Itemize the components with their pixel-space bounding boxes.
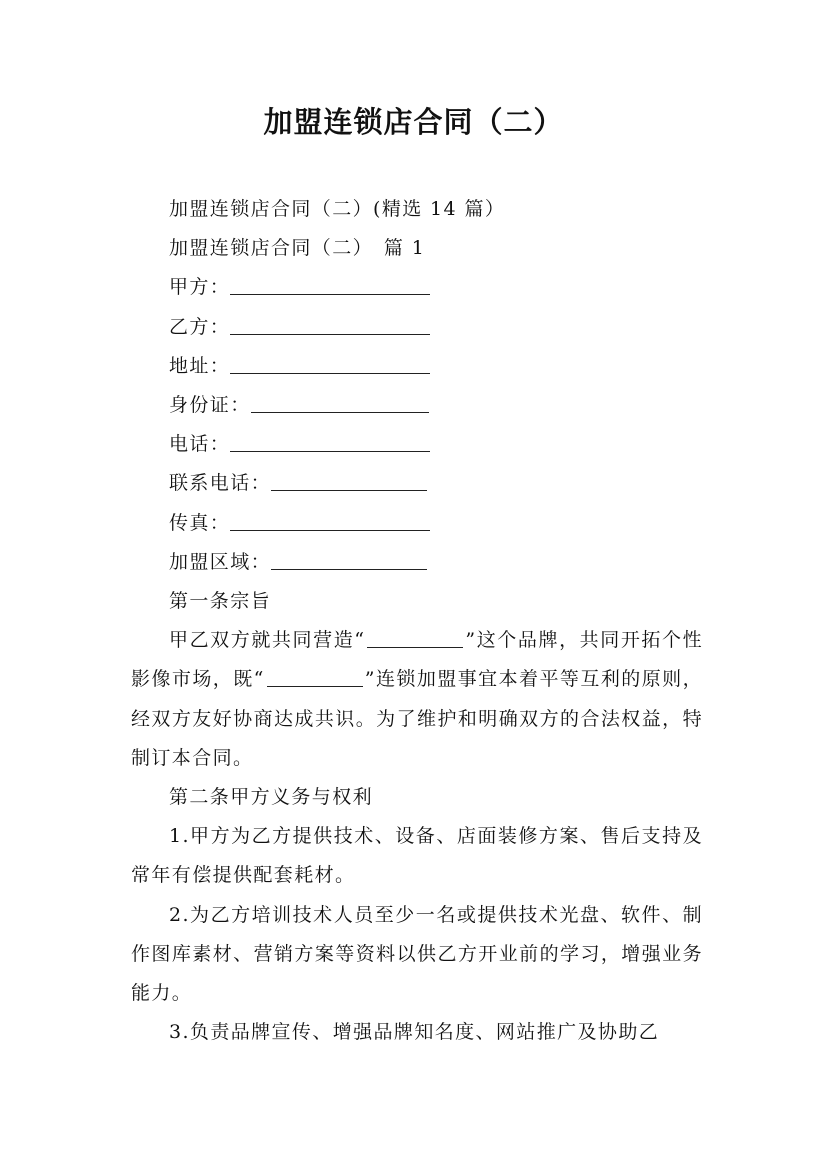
address-field (131, 347, 703, 386)
blank-line (271, 547, 427, 570)
blank-line (230, 351, 430, 374)
article-2-title: 第二条甲方义务与权利 (169, 786, 374, 809)
document-body (131, 190, 703, 1052)
field-label: 加盟区域： (169, 550, 272, 573)
blank-line (251, 390, 429, 413)
field-label: 电话： (169, 433, 231, 456)
field-label: 乙方： (169, 315, 231, 338)
document-subtitle: 加盟连锁店合同（二）(精选 14 篇） (169, 198, 506, 220)
document-title: 加盟连锁店合同（二） (263, 105, 564, 139)
phone-field (131, 425, 703, 464)
field-label: 身份证： (169, 394, 251, 417)
section-heading: 加盟连锁店合同（二） 篇 1 (169, 237, 426, 260)
brand-blank-2 (267, 668, 363, 687)
blank-line (230, 312, 430, 335)
contact-phone-field (131, 464, 703, 503)
clause-3: 3.负责品牌宣传、增强品牌知名度、网站推广及协助乙 (169, 1021, 660, 1044)
blank-line (230, 429, 430, 452)
blank-line (230, 508, 430, 531)
article-1-part-1: 甲乙双方就共同营造“ (169, 629, 366, 652)
franchise-region-field (131, 543, 703, 582)
blank-line (230, 272, 430, 295)
brand-blank (367, 629, 463, 648)
clause-1: 1.甲方为乙方提供技术、设备、店面装修方案、售后支持及常年有偿提供配套耗材。 (131, 825, 703, 887)
id-card-field (131, 386, 703, 425)
article-1-title: 第一条宗旨 (169, 590, 272, 613)
party-b-field (131, 308, 703, 347)
blank-line (271, 468, 427, 491)
clause-2: 2.为乙方培训技术人员至少一名或提供技术光盘、软件、制作图库素材、营销方案等资料以供乙方开业前的学习，增强业务能力。 (131, 903, 703, 1005)
party-a-field (131, 268, 703, 307)
article-1-part-2: ”这个品牌，共同开拓个性影像市场，既“ (131, 629, 704, 691)
article-1-text (131, 621, 703, 778)
field-label: 传真： (169, 511, 231, 534)
fax-field (131, 504, 703, 543)
field-label: 联系电话： (169, 472, 272, 495)
field-label: 甲方： (169, 276, 231, 299)
article-1-part-3: ”连锁加盟事宜本着平等互利的原则，经双方友好协商达成共识。为了维护和明确双方的合法权益，特制订本合同。 (131, 668, 704, 769)
field-label: 地址： (169, 354, 231, 377)
